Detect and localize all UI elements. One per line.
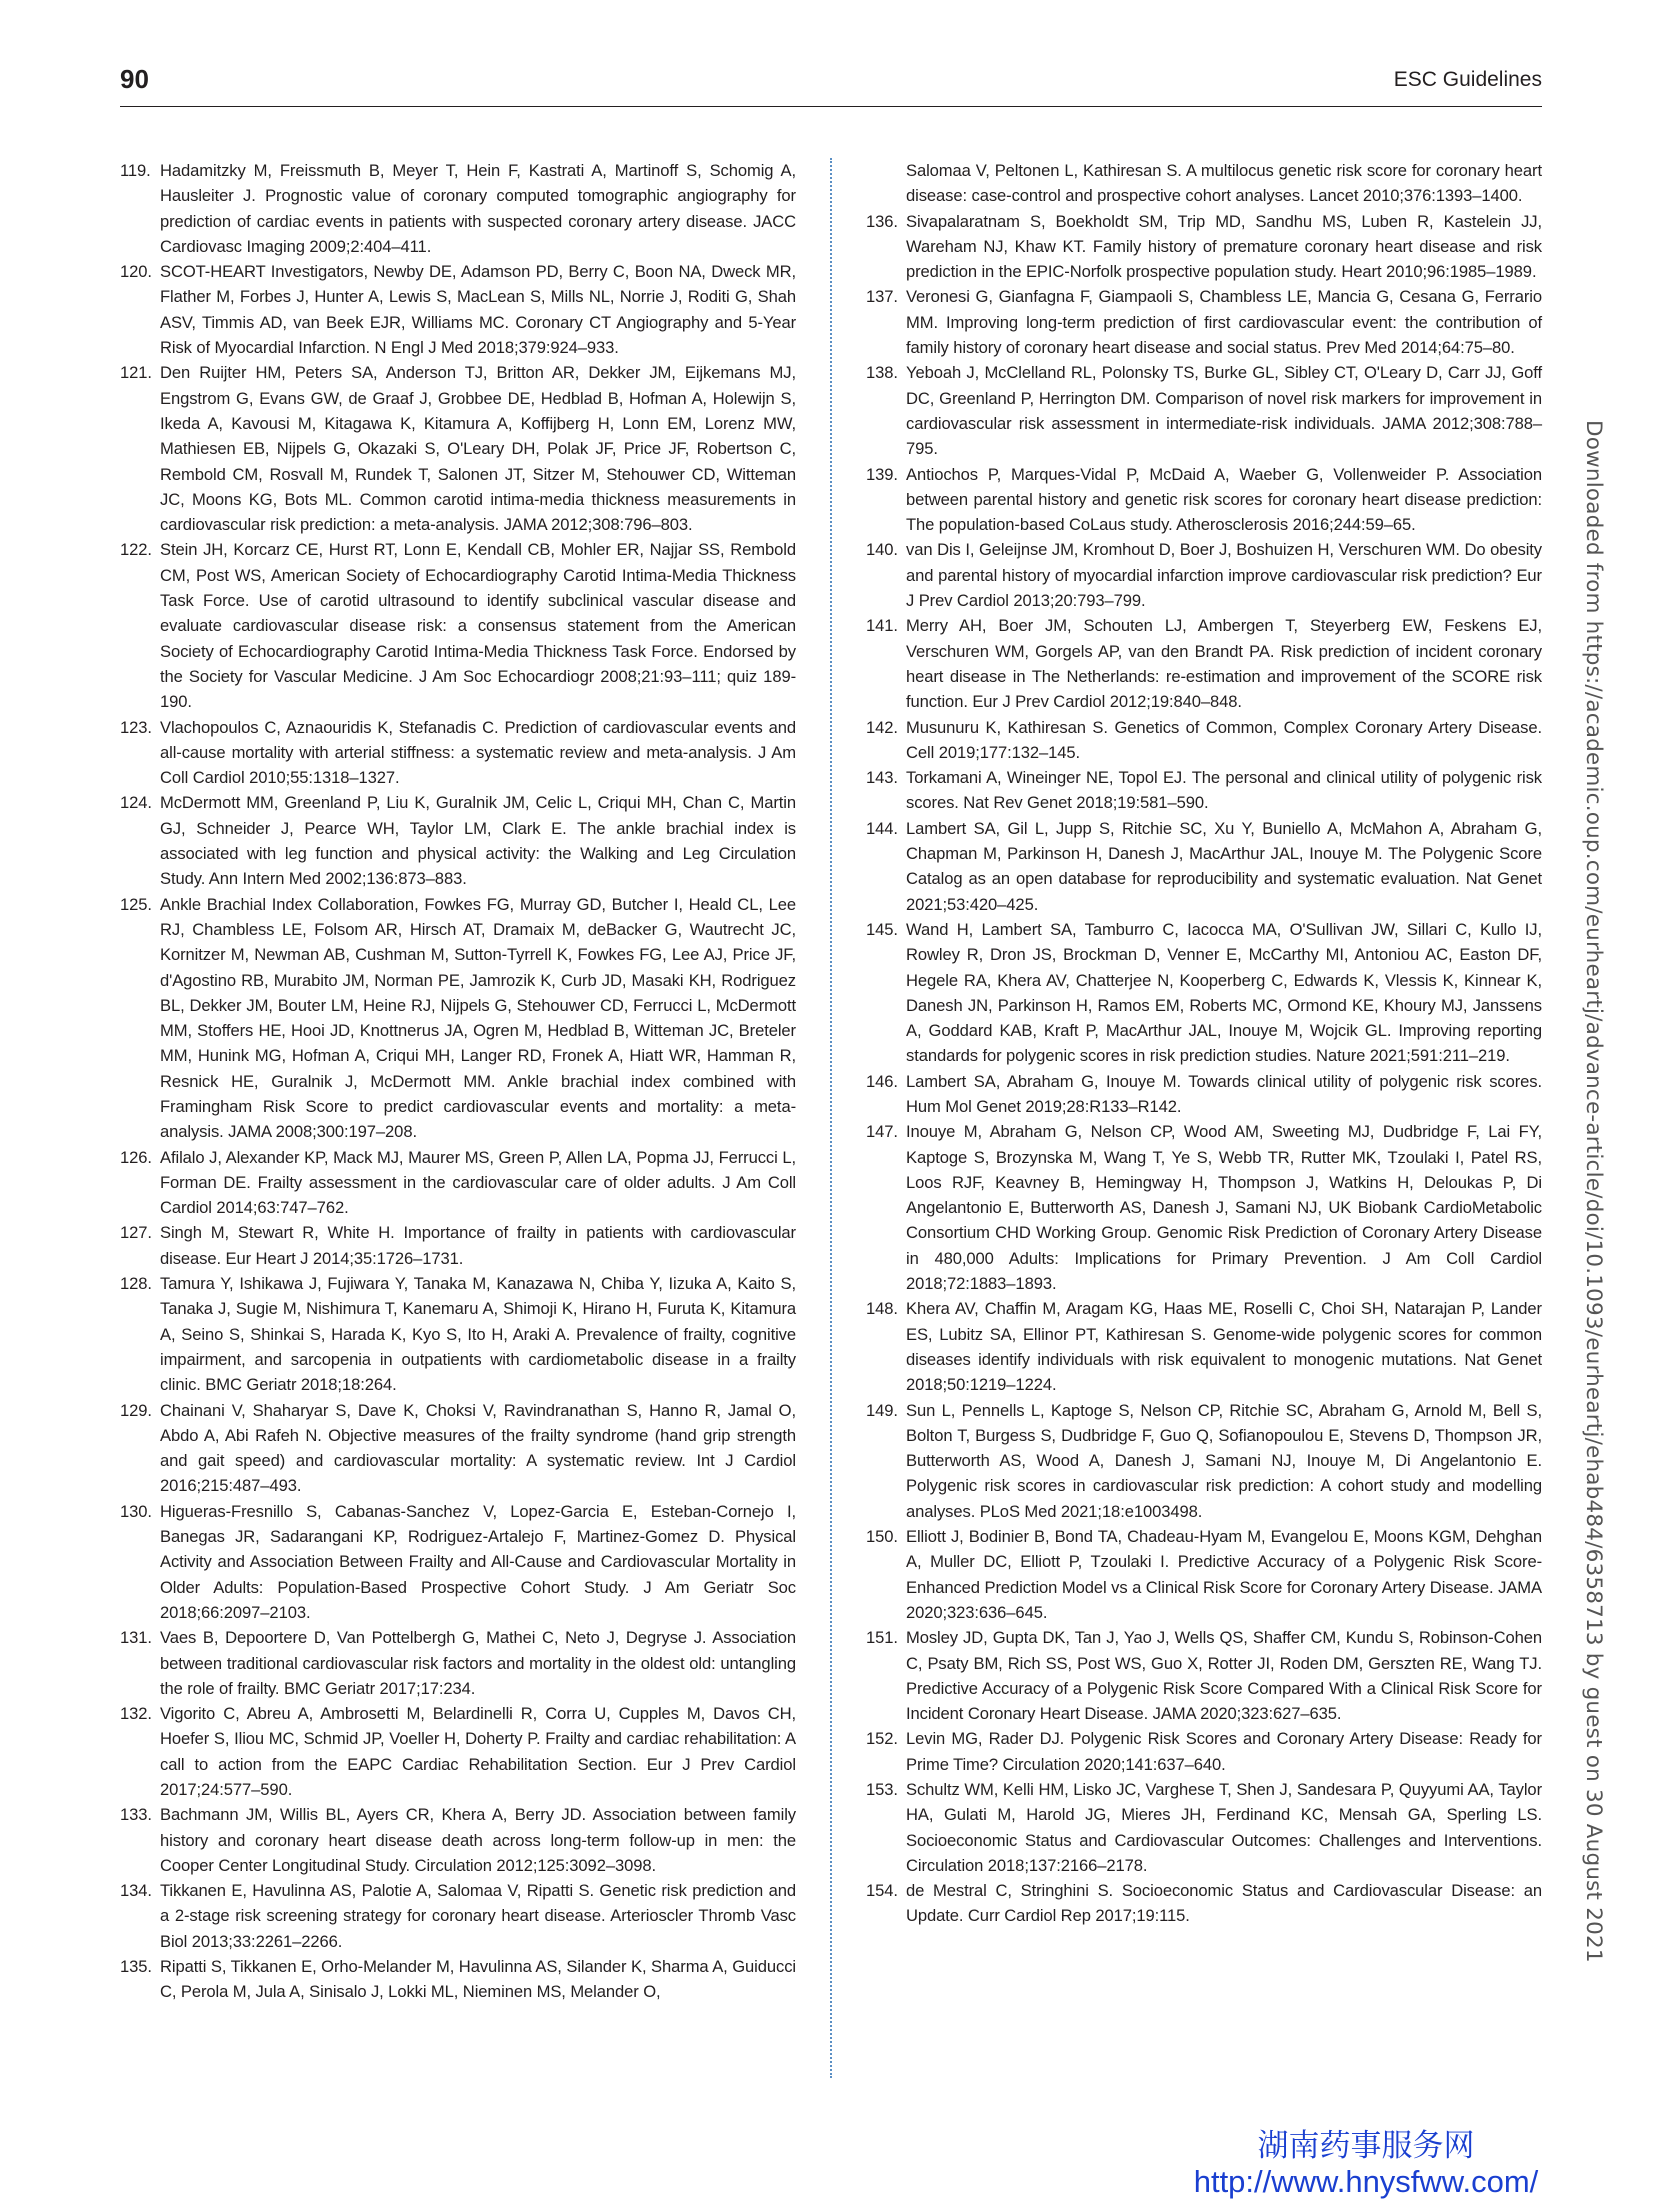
reference-number: 119. xyxy=(120,161,151,180)
reference-item xyxy=(120,1145,796,1221)
reference-item xyxy=(866,1878,1542,1929)
reference-text: Antiochos P, Marques-Vidal P, McDaid A, Waeber G, Vollenweider P. Association between parental history and genetic risk scores for coronary heart disease prediction: The population-based CoLaus study. Atherosclerosis 2016;244:59–65. xyxy=(906,464,1542,535)
reference-text: Hadamitzky M, Freissmuth B, Meyer T, Hein F, Kastrati A, Martinoff S, Schomig A, Hausleiter J. Prognostic value of coronary computed tomographic angiography for prediction of cardiac events in patients with suspected coronary artery disease. JACC Cardiovasc Imaging 2009;2:404–411. xyxy=(160,161,796,256)
reference-number: 128. xyxy=(120,1274,152,1294)
reference-item xyxy=(866,816,1542,917)
reference-text: Veronesi G, Gianfagna F, Giampaoli S, Chambless LE, Mancia G, Cesana G, Ferrario MM. Improving long-term prediction of first cardiovascular event: the contribution of family history of coronary heart disease and social status. Prev Med 2014;64:75–80. xyxy=(906,287,1542,358)
reference-number: 150. xyxy=(866,1527,898,1547)
reference-number: 148. xyxy=(866,1299,898,1319)
reference-number: 137. xyxy=(866,287,898,307)
reference-item xyxy=(866,1524,1542,1625)
reference-item xyxy=(866,917,1542,1069)
reference-column-right xyxy=(866,158,1542,1929)
reference-number: 121. xyxy=(120,363,152,383)
reference-number: 124. xyxy=(120,793,152,813)
reference-number: 127. xyxy=(120,1223,152,1243)
page-number: 90 xyxy=(120,64,149,94)
reference-number: 141. xyxy=(866,616,898,636)
reference-number: 138. xyxy=(866,363,898,383)
reference-item xyxy=(866,1726,1542,1777)
reference-number: 132. xyxy=(120,1704,152,1724)
reference-text: SCOT-HEART Investigators, Newby DE, Adamson PD, Berry C, Boon NA, Dweck MR, Flather M, Forbes J, Hunter A, Lewis S, MacLean S, Mills NL, Norrie J, Roditi G, Shah ASV, Timmis AD, van Beek EJR, Williams MC. Coronary CT Angiography and 5-Year Risk of Myocardial Infarction. N Engl J Med 2018;379:924–933. xyxy=(160,262,796,358)
reference-text: Chainani V, Shaharyar S, Dave K, Choksi V, Ravindranathan S, Hanno R, Jamal O, Abdo A, Abi Rafeh N. Objective measures of the frailty syndrome (hand grip strength and gait speed) and cardiovascular mortality: A systematic review. Int J Cardiol 2016;215:487–493. xyxy=(160,1400,796,1496)
reference-text: Sivapalaratnam S, Boekholdt SM, Trip MD, Sandhu MS, Luben R, Kastelein JJ, Wareham NJ, Khaw KT. Family history of premature coronary heart disease and risk prediction in the EPIC-Norfolk prospective population study. Heart 2010;96:1985–1989. xyxy=(906,211,1542,282)
reference-continuation xyxy=(866,158,1542,209)
reference-number: 120. xyxy=(120,262,152,282)
watermark xyxy=(1166,2128,1566,2200)
reference-number: 142. xyxy=(866,717,898,737)
reference-text: Inouye M, Abraham G, Nelson CP, Wood AM, Sweeting MJ, Dudbridge F, Lai FY, Kaptoge S, Brozynska M, Wang T, Ye S, Webb TR, Rutter MK, Tzoulaki I, Patel RS, Loos RJF, Keavney B, Hemingway H, Thompson J, Watkins H, Deloukas P, Di Angelantonio E, Butterworth AS, Danesh J, Samani NJ, UK Biobank CardioMetabolic Consortium CHD Working Group. Genomic Risk Prediction of Coronary Artery Disease in 480,000 Adults: Implications for Primary Prevention. J Am Coll Cardiol 2018;72:1883–1893. xyxy=(906,1122,1542,1294)
reference-number: 154. xyxy=(866,1881,898,1901)
reference-number: 143. xyxy=(866,768,898,788)
reference-text: Afilalo J, Alexander KP, Mack MJ, Maurer MS, Green P, Allen LA, Popma JJ, Ferrucci L, Forman DE. Frailty assessment in the cardiovascular care of older adults. J Am Coll Cardiol 2014;63:747–762. xyxy=(160,1147,796,1218)
reference-text: Vigorito C, Abreu A, Ambrosetti M, Belardinelli R, Corra U, Cupples M, Davos CH, Hoefer S, Iliou MC, Schmid JP, Voeller H, Doherty P. Frailty and cardiac rehabilitation: A call to action from the EAPC Cardiac Rehabilitation Section. Eur J Prev Cardiol 2017;24:577–590. xyxy=(160,1704,796,1799)
reference-text: Ankle Brachial Index Collaboration, Fowkes FG, Murray GD, Butcher I, Heald CL, Lee RJ, Chambless LE, Folsom AR, Hirsch AT, Dramaix M, deBacker G, Wautrecht JC, Kornitzer M, Newman AB, Cushman M, Sutton-Tyrrell K, Fowkes FG, Lee AJ, Price JF, d'Agostino RB, Murabito JM, Norman PE, Jamrozik K, Curb JD, Masaki KH, Rodriguez BL, Dekker JM, Bouter LM, Heine RJ, Nijpels G, Stehouwer CD, Ferrucci L, McDermott MM, Stoffers HE, Hooi JD, Knottnerus JA, Ogren M, Hedblad B, Witteman JC, Breteler MM, Hunink MG, Hofman A, Criqui MH, Langer RD, Fronek A, Hiatt WR, Hamman R, Resnick HE, Guralnik J, McDermott MM. Ankle brachial index combined with Framingham Risk Score to predict cardiovascular events and mortality: a meta-analysis. JAMA 2008;300:197–208. xyxy=(160,894,796,1142)
reference-text: Tamura Y, Ishikawa J, Fujiwara Y, Tanaka M, Kanazawa N, Chiba Y, Iizuka A, Kaito S, Tanaka J, Sugie M, Nishimura T, Kanemaru A, Shimoji K, Hirano H, Furuta K, Kitamura A, Seino S, Shinkai S, Harada K, Kyo S, Ito H, Araki A. Prevalence of frailty, cognitive impairment, and sarcopenia in outpatients with cardiometabolic disease in a frailty clinic. BMC Geriatr 2018;18:264. xyxy=(160,1274,796,1395)
reference-text: Salomaa V, Peltonen L, Kathiresan S. A multilocus genetic risk score for coronary heart disease: case-control and prospective cohort analyses. Lancet 2010;376:1393–1400. xyxy=(906,161,1542,206)
reference-number: 125. xyxy=(120,894,152,914)
reference-text: van Dis I, Geleijnse JM, Kromhout D, Boer J, Boshuizen H, Verschuren WM. Do obesity and parental history of myocardial infarction improve cardiovascular risk prediction? Eur J Prev Cardiol 2013;20:793–799. xyxy=(906,540,1542,611)
reference-item xyxy=(120,259,796,360)
reference-item xyxy=(866,360,1542,461)
reference-text: McDermott MM, Greenland P, Liu K, Guralnik JM, Celic L, Criqui MH, Chan C, Martin GJ, Schneider J, Pearce WH, Taylor LM, Clark E. The ankle brachial index is associated with leg function and physical activity: the Walking and Leg Circulation Study. Ann Intern Med 2002;136:873–883. xyxy=(160,793,796,889)
reference-item xyxy=(866,613,1542,714)
reference-item xyxy=(120,360,796,537)
watermark-title: 湖南药事服务网 xyxy=(1257,2128,1475,2164)
reference-item xyxy=(866,537,1542,613)
reference-text: Khera AV, Chaffin M, Aragam KG, Haas ME, Roselli C, Choi SH, Natarajan P, Lander ES, Lubitz SA, Ellinor PT, Kathiresan S. Genome-wide polygenic scores for common diseases identify individuals with risk equivalent to monogenic mutations. Nat Genet 2018;50:1219–1224. xyxy=(906,1299,1542,1395)
reference-text: de Mestral C, Stringhini S. Socioeconomic Status and Cardiovascular Disease: an Update. Curr Cardiol Rep 2017;19:115. xyxy=(906,1881,1542,1926)
reference-number: 126. xyxy=(120,1147,152,1167)
reference-item xyxy=(120,1499,796,1625)
reference-number: 153. xyxy=(866,1780,898,1799)
reference-number: 131. xyxy=(120,1628,152,1648)
reference-item xyxy=(866,1777,1542,1878)
reference-text: Stein JH, Korcarz CE, Hurst RT, Lonn E, Kendall CB, Mohler ER, Najjar SS, Rembold CM, Post WS, American Society of Echocardiography Carotid Intima-Media Thickness Task Force. Use of carotid ultrasound to identify subclinical vascular disease and evaluate cardiovascular disease risk: a consensus statement from the American Society of Echocardiography Carotid Intima-Media Thickness Task Force. Endorsed by the Society for Vascular Medicine. J Am Soc Echocardiogr 2008;21:93–111; quiz 189-190. xyxy=(160,540,796,712)
watermark-url[interactable]: http://www.hnysfww.com/ xyxy=(1193,2164,1539,2199)
download-note: Downloaded from https://academic.oup.com/eurheartj/advance-article/doi/10.1093/eurheartj/ehab484/6358713 by guest on 30 August 2021 xyxy=(1581,420,1606,1963)
reference-item xyxy=(866,1119,1542,1296)
reference-item xyxy=(866,209,1542,285)
reference-text: Yeboah J, McClelland RL, Polonsky TS, Burke GL, Sibley CT, O'Leary D, Carr JJ, Goff DC, Greenland P, Herrington DM. Comparison of novel risk markers for improvement in cardiovascular risk assessment in intermediate-risk individuals. JAMA 2012;308:788–795. xyxy=(906,363,1542,459)
reference-text: Levin MG, Rader DJ. Polygenic Risk Scores and Coronary Artery Disease: Ready for Prime Time? Circulation 2020;141:637–640. xyxy=(906,1729,1542,1774)
reference-text: Vaes B, Depoortere D, Van Pottelbergh G, Mathei C, Neto J, Degryse J. Association between traditional cardiovascular risk factors and mortality in the oldest old: untangling the role of frailty. BMC Geriatr 2017;17:234. xyxy=(160,1628,796,1698)
reference-item xyxy=(866,1625,1542,1726)
reference-number: 140. xyxy=(866,540,898,560)
reference-item xyxy=(120,537,796,714)
reference-item xyxy=(120,1878,796,1954)
header-rule xyxy=(120,106,1542,107)
reference-text: Vlachopoulos C, Aznaouridis K, Stefanadis C. Prediction of cardiovascular events and all-cause mortality with arterial stiffness: a systematic review and meta-analysis. J Am Coll Cardiol 2010;55:1318–1327. xyxy=(160,717,796,788)
reference-number: 129. xyxy=(120,1400,152,1420)
reference-text: Schultz WM, Kelli HM, Lisko JC, Varghese T, Shen J, Sandesara P, Quyyumi AA, Taylor HA, Gulati M, Harold JG, Mieres JH, Ferdinand KC, Mensah GA, Sperling LS. Socioeconomic Status and Cardiovascular Outcomes: Challenges and Interventions. Circulation 2018;137:2166–2178. xyxy=(906,1780,1542,1875)
reference-number: 144. xyxy=(866,818,898,838)
reference-item xyxy=(866,1398,1542,1524)
reference-item xyxy=(866,1296,1542,1397)
reference-text: Den Ruijter HM, Peters SA, Anderson TJ, Britton AR, Dekker JM, Eijkemans MJ, Engstrom G, Evans GW, de Graaf J, Grobbee DE, Hedblad B, Hofman A, Holewijn S, Ikeda A, Kavousi M, Kitagawa K, Kitamura A, Koffijberg H, Lonn EM, Lorenz MW, Mathiesen EB, Nijpels G, Okazaki S, O'Leary DH, Polak JF, Price JF, Robertson C, Rembold CM, Rosvall M, Rundek T, Salonen JT, Sitzer M, Stehouwer CD, Witteman JC, Moons KG, Bots ML. Common carotid intima-media thickness measurements in cardiovascular risk prediction: a meta-analysis. JAMA 2012;308:796–803. xyxy=(160,363,796,535)
reference-number: 136. xyxy=(866,211,898,231)
reference-text: Lambert SA, Gil L, Jupp S, Ritchie SC, Xu Y, Buniello A, McMahon A, Abraham G, Chapman M, Parkinson H, Danesh J, MacArthur JAL, Inouye M. The Polygenic Score Catalog as an open database for reproducibility and systematic evaluation. Nat Genet 2021;53:420–425. xyxy=(906,818,1542,914)
reference-number: 123. xyxy=(120,717,152,737)
reference-text: Elliott J, Bodinier B, Bond TA, Chadeau-Hyam M, Evangelou E, Moons KGM, Dehghan A, Muller DC, Elliott P, Tzoulaki I. Predictive Accuracy of a Polygenic Risk Score-Enhanced Prediction Model vs a Clinical Risk Score for Coronary Artery Disease. JAMA 2020;323:636–645. xyxy=(906,1527,1542,1622)
reference-number: 152. xyxy=(866,1729,898,1749)
reference-item xyxy=(120,892,796,1145)
page-header xyxy=(120,64,1542,104)
reference-item xyxy=(120,1398,796,1499)
reference-text: Singh M, Stewart R, White H. Importance of frailty in patients with cardiovascular disease. Eur Heart J 2014;35:1726–1731. xyxy=(160,1223,796,1268)
reference-item xyxy=(120,1802,796,1878)
running-head: ESC Guidelines xyxy=(1393,68,1542,91)
reference-text: Ripatti S, Tikkanen E, Orho-Melander M, Havulinna AS, Silander K, Sharma A, Guiducci C, Perola M, Jula A, Sinisalo J, Lokki ML, Nieminen MS, Melander O, xyxy=(160,1957,796,2002)
reference-number: 133. xyxy=(120,1805,152,1825)
reference-number: 145. xyxy=(866,919,898,939)
reference-number: 149. xyxy=(866,1400,898,1420)
reference-item xyxy=(120,790,796,891)
reference-item xyxy=(120,715,796,791)
reference-number: 139. xyxy=(866,464,898,484)
reference-text: Higueras-Fresnillo S, Cabanas-Sanchez V, Lopez-Garcia E, Esteban-Cornejo I, Banegas JR, Sadarangani KP, Rodriguez-Artalejo F, Martinez-Gomez D. Physical Activity and Association Between Frailty and All-Cause and Cardiovascular Mortality in Older Adults: Population-Based Prospective Cohort Study. J Am Geriatr Soc 2018;66:2097–2103. xyxy=(160,1501,796,1622)
reference-text: Musunuru K, Kathiresan S. Genetics of Common, Complex Coronary Artery Disease. Cell 2019;177:132–145. xyxy=(906,717,1542,762)
reference-item xyxy=(866,715,1542,766)
column-divider xyxy=(830,158,832,2078)
reference-text: Sun L, Pennells L, Kaptoge S, Nelson CP, Ritchie SC, Abraham G, Arnold M, Bell S, Bolton T, Burgess S, Dudbridge F, Guo Q, Sofianopoulou E, Stevens D, Thompson JR, Butterworth AS, Wood A, Danesh J, Samani NJ, Inouye M, Di Angelantonio E. Polygenic risk scores in cardiovascular risk prediction: A cohort study and modelling analyses. PLoS Med 2021;18:e1003498. xyxy=(906,1400,1542,1521)
reference-number: 130. xyxy=(120,1501,152,1521)
reference-item xyxy=(866,1069,1542,1120)
reference-text: Torkamani A, Wineinger NE, Topol EJ. The personal and clinical utility of polygenic risk scores. Nat Rev Genet 2018;19:581–590. xyxy=(906,768,1542,813)
reference-item xyxy=(120,1625,796,1701)
reference-column-left xyxy=(120,158,796,2005)
reference-number: 151. xyxy=(866,1628,898,1648)
reference-number: 146. xyxy=(866,1071,898,1091)
reference-item xyxy=(120,1271,796,1397)
reference-number: 147. xyxy=(866,1122,898,1142)
reference-number: 135. xyxy=(120,1957,152,1977)
reference-item xyxy=(120,1701,796,1802)
reference-item xyxy=(120,1220,796,1271)
reference-text: Bachmann JM, Willis BL, Ayers CR, Khera A, Berry JD. Association between family history and coronary heart disease death across long-term follow-up in men: the Cooper Center Longitudinal Study. Circulation 2012;125:3092–3098. xyxy=(160,1805,796,1875)
reference-item xyxy=(866,284,1542,360)
reference-number: 134. xyxy=(120,1881,152,1901)
reference-item xyxy=(866,765,1542,816)
reference-text: Mosley JD, Gupta DK, Tan J, Yao J, Wells QS, Shaffer CM, Kundu S, Robinson-Cohen C, Psaty BM, Rich SS, Post WS, Guo X, Rotter JI, Roden DM, Gerszten RE, Wang TJ. Predictive Accuracy of a Polygenic Risk Score Compared With a Clinical Risk Score for Incident Coronary Heart Disease. JAMA 2020;323:627–635. xyxy=(906,1628,1542,1724)
reference-item xyxy=(120,158,796,259)
reference-item xyxy=(866,462,1542,538)
reference-item xyxy=(120,1954,796,2005)
reference-text: Lambert SA, Abraham G, Inouye M. Towards clinical utility of polygenic risk scores. Hum Mol Genet 2019;28:R133–R142. xyxy=(906,1071,1542,1116)
reference-text: Wand H, Lambert SA, Tamburro C, Iacocca MA, O'Sullivan JW, Sillari C, Kullo IJ, Rowley R, Dron JS, Brockman D, Venner E, McCarthy MI, Antoniou AC, Easton DF, Hegele RA, Khera AV, Chatterjee N, Kooperberg C, Edwards K, Vlessis K, Kinnear K, Danesh JN, Parkinson H, Ramos EM, Roberts MC, Ormond KE, Khoury MJ, Janssens A, Goddard KAB, Kraft P, MacArthur JAL, Inouye M, Wojcik GL. Improving reporting standards for polygenic scores in risk prediction studies. Nature 2021;591:211–219. xyxy=(906,919,1542,1066)
reference-text: Tikkanen E, Havulinna AS, Palotie A, Salomaa V, Ripatti S. Genetic risk prediction and a 2-stage risk screening strategy for coronary heart disease. Arterioscler Thromb Vasc Biol 2013;33:2261–2266. xyxy=(160,1881,796,1951)
reference-text: Merry AH, Boer JM, Schouten LJ, Ambergen T, Steyerberg EW, Feskens EJ, Verschuren WM, Gorgels AP, van den Brandt PA. Risk prediction of incident coronary heart disease in The Netherlands: re-estimation and improvement of the SCORE risk function. Eur J Prev Cardiol 2012;19:840–848. xyxy=(906,616,1542,712)
reference-number: 122. xyxy=(120,540,152,560)
